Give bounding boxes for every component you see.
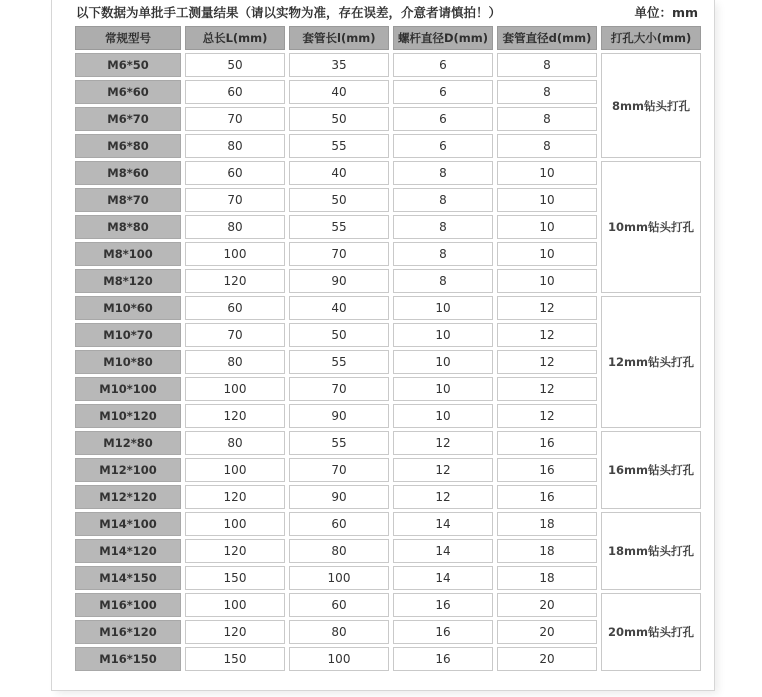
spec-table-body xyxy=(75,53,701,671)
model-cell: M10*100 xyxy=(75,377,181,401)
sleeve-diameter-cell: 16 xyxy=(497,485,597,509)
drill-size-cell: 12mm钻头打孔 xyxy=(601,296,701,428)
bolt-diameter-cell: 16 xyxy=(393,620,493,644)
model-cell: M6*60 xyxy=(75,80,181,104)
table-row xyxy=(75,53,701,77)
sleeve-diameter-cell: 10 xyxy=(497,188,597,212)
total-length-cell: 100 xyxy=(185,458,285,482)
model-cell: M10*120 xyxy=(75,404,181,428)
bolt-diameter-cell: 6 xyxy=(393,107,493,131)
total-length-cell: 100 xyxy=(185,242,285,266)
sleeve-diameter-cell: 18 xyxy=(497,539,597,563)
model-cell: M10*60 xyxy=(75,296,181,320)
sleeve-diameter-cell: 20 xyxy=(497,593,597,617)
bolt-diameter-cell: 10 xyxy=(393,323,493,347)
bolt-diameter-cell: 14 xyxy=(393,539,493,563)
bolt-diameter-cell: 8 xyxy=(393,161,493,185)
bolt-diameter-cell: 6 xyxy=(393,53,493,77)
col-header-sleeve-length: 套管长l(mm) xyxy=(289,26,389,50)
model-cell: M14*100 xyxy=(75,512,181,536)
bolt-diameter-cell: 12 xyxy=(393,485,493,509)
drill-size-cell: 8mm钻头打孔 xyxy=(601,53,701,158)
sleeve-length-cell: 60 xyxy=(289,512,389,536)
header-row xyxy=(75,26,701,50)
sleeve-length-cell: 80 xyxy=(289,539,389,563)
measurement-note: 以下数据为单批手工测量结果（请以实物为准，存在误差，介意者请慎拍！） xyxy=(76,5,502,20)
sleeve-diameter-cell: 16 xyxy=(497,458,597,482)
bolt-diameter-cell: 16 xyxy=(393,593,493,617)
total-length-cell: 150 xyxy=(185,566,285,590)
sleeve-length-cell: 50 xyxy=(289,107,389,131)
model-cell: M10*70 xyxy=(75,323,181,347)
drill-size-cell: 20mm钻头打孔 xyxy=(601,593,701,671)
total-length-cell: 60 xyxy=(185,296,285,320)
sleeve-diameter-cell: 8 xyxy=(497,107,597,131)
sleeve-length-cell: 55 xyxy=(289,215,389,239)
sleeve-diameter-cell: 12 xyxy=(497,377,597,401)
sleeve-length-cell: 100 xyxy=(289,566,389,590)
sleeve-length-cell: 55 xyxy=(289,134,389,158)
model-cell: M8*100 xyxy=(75,242,181,266)
drill-size-cell: 16mm钻头打孔 xyxy=(601,431,701,509)
bolt-diameter-cell: 14 xyxy=(393,512,493,536)
total-length-cell: 70 xyxy=(185,107,285,131)
bolt-diameter-cell: 10 xyxy=(393,296,493,320)
bolt-diameter-cell: 12 xyxy=(393,458,493,482)
bolt-diameter-cell: 10 xyxy=(393,377,493,401)
table-row xyxy=(75,512,701,536)
bolt-diameter-cell: 6 xyxy=(393,80,493,104)
sleeve-diameter-cell: 8 xyxy=(497,80,597,104)
model-cell: M14*120 xyxy=(75,539,181,563)
drill-size-cell: 10mm钻头打孔 xyxy=(601,161,701,293)
model-cell: M16*120 xyxy=(75,620,181,644)
sleeve-diameter-cell: 10 xyxy=(497,215,597,239)
sleeve-diameter-cell: 10 xyxy=(497,242,597,266)
sleeve-length-cell: 70 xyxy=(289,458,389,482)
sleeve-diameter-cell: 20 xyxy=(497,647,597,671)
sleeve-diameter-cell: 12 xyxy=(497,296,597,320)
sleeve-diameter-cell: 10 xyxy=(497,269,597,293)
model-cell: M16*100 xyxy=(75,593,181,617)
sleeve-diameter-cell: 20 xyxy=(497,620,597,644)
model-cell: M12*100 xyxy=(75,458,181,482)
model-cell: M6*70 xyxy=(75,107,181,131)
total-length-cell: 100 xyxy=(185,593,285,617)
col-header-drill-size: 打孔大小(mm) xyxy=(601,26,701,50)
sleeve-diameter-cell: 12 xyxy=(497,323,597,347)
spec-table xyxy=(71,23,705,674)
sleeve-length-cell: 55 xyxy=(289,350,389,374)
model-cell: M14*150 xyxy=(75,566,181,590)
sleeve-length-cell: 90 xyxy=(289,485,389,509)
sleeve-length-cell: 60 xyxy=(289,593,389,617)
col-header-sleeve-diameter: 套管直径d(mm) xyxy=(497,26,597,50)
col-header-model: 常规型号 xyxy=(75,26,181,50)
bolt-diameter-cell: 8 xyxy=(393,215,493,239)
total-length-cell: 70 xyxy=(185,188,285,212)
sleeve-length-cell: 80 xyxy=(289,620,389,644)
total-length-cell: 80 xyxy=(185,215,285,239)
model-cell: M6*50 xyxy=(75,53,181,77)
model-cell: M8*80 xyxy=(75,215,181,239)
sleeve-length-cell: 40 xyxy=(289,296,389,320)
model-cell: M16*150 xyxy=(75,647,181,671)
sleeve-length-cell: 40 xyxy=(289,80,389,104)
sleeve-diameter-cell: 12 xyxy=(497,350,597,374)
sleeve-length-cell: 100 xyxy=(289,647,389,671)
bolt-diameter-cell: 12 xyxy=(393,431,493,455)
sleeve-length-cell: 50 xyxy=(289,188,389,212)
total-length-cell: 100 xyxy=(185,512,285,536)
total-length-cell: 70 xyxy=(185,323,285,347)
bolt-diameter-cell: 16 xyxy=(393,647,493,671)
bolt-diameter-cell: 14 xyxy=(393,566,493,590)
table-row xyxy=(75,161,701,185)
drill-size-cell: 18mm钻头打孔 xyxy=(601,512,701,590)
total-length-cell: 60 xyxy=(185,161,285,185)
bolt-diameter-cell: 8 xyxy=(393,242,493,266)
sleeve-diameter-cell: 12 xyxy=(497,404,597,428)
sleeve-diameter-cell: 18 xyxy=(497,566,597,590)
table-row xyxy=(75,431,701,455)
unit-label: 单位：mm xyxy=(634,5,698,20)
sleeve-length-cell: 50 xyxy=(289,323,389,347)
total-length-cell: 150 xyxy=(185,647,285,671)
total-length-cell: 80 xyxy=(185,431,285,455)
col-header-bolt-diameter: 螺杆直径D(mm) xyxy=(393,26,493,50)
total-length-cell: 80 xyxy=(185,350,285,374)
model-cell: M6*80 xyxy=(75,134,181,158)
sleeve-length-cell: 55 xyxy=(289,431,389,455)
total-length-cell: 120 xyxy=(185,485,285,509)
spec-sheet xyxy=(52,0,714,690)
total-length-cell: 120 xyxy=(185,404,285,428)
total-length-cell: 60 xyxy=(185,80,285,104)
total-length-cell: 80 xyxy=(185,134,285,158)
total-length-cell: 100 xyxy=(185,377,285,401)
sleeve-diameter-cell: 8 xyxy=(497,134,597,158)
total-length-cell: 120 xyxy=(185,269,285,293)
model-cell: M8*70 xyxy=(75,188,181,212)
sleeve-diameter-cell: 18 xyxy=(497,512,597,536)
col-header-total-length: 总长L(mm) xyxy=(185,26,285,50)
model-cell: M12*80 xyxy=(75,431,181,455)
model-cell: M10*80 xyxy=(75,350,181,374)
bolt-diameter-cell: 10 xyxy=(393,350,493,374)
total-length-cell: 120 xyxy=(185,620,285,644)
sleeve-length-cell: 70 xyxy=(289,377,389,401)
table-row xyxy=(75,296,701,320)
sleeve-length-cell: 90 xyxy=(289,269,389,293)
table-row xyxy=(75,593,701,617)
model-cell: M8*60 xyxy=(75,161,181,185)
sleeve-length-cell: 35 xyxy=(289,53,389,77)
sleeve-diameter-cell: 10 xyxy=(497,161,597,185)
header xyxy=(76,3,698,21)
sleeve-diameter-cell: 16 xyxy=(497,431,597,455)
model-cell: M12*120 xyxy=(75,485,181,509)
sleeve-length-cell: 70 xyxy=(289,242,389,266)
sleeve-length-cell: 40 xyxy=(289,161,389,185)
sleeve-diameter-cell: 8 xyxy=(497,53,597,77)
bolt-diameter-cell: 8 xyxy=(393,188,493,212)
bolt-diameter-cell: 10 xyxy=(393,404,493,428)
total-length-cell: 120 xyxy=(185,539,285,563)
bolt-diameter-cell: 8 xyxy=(393,269,493,293)
model-cell: M8*120 xyxy=(75,269,181,293)
bolt-diameter-cell: 6 xyxy=(393,134,493,158)
sleeve-length-cell: 90 xyxy=(289,404,389,428)
total-length-cell: 50 xyxy=(185,53,285,77)
